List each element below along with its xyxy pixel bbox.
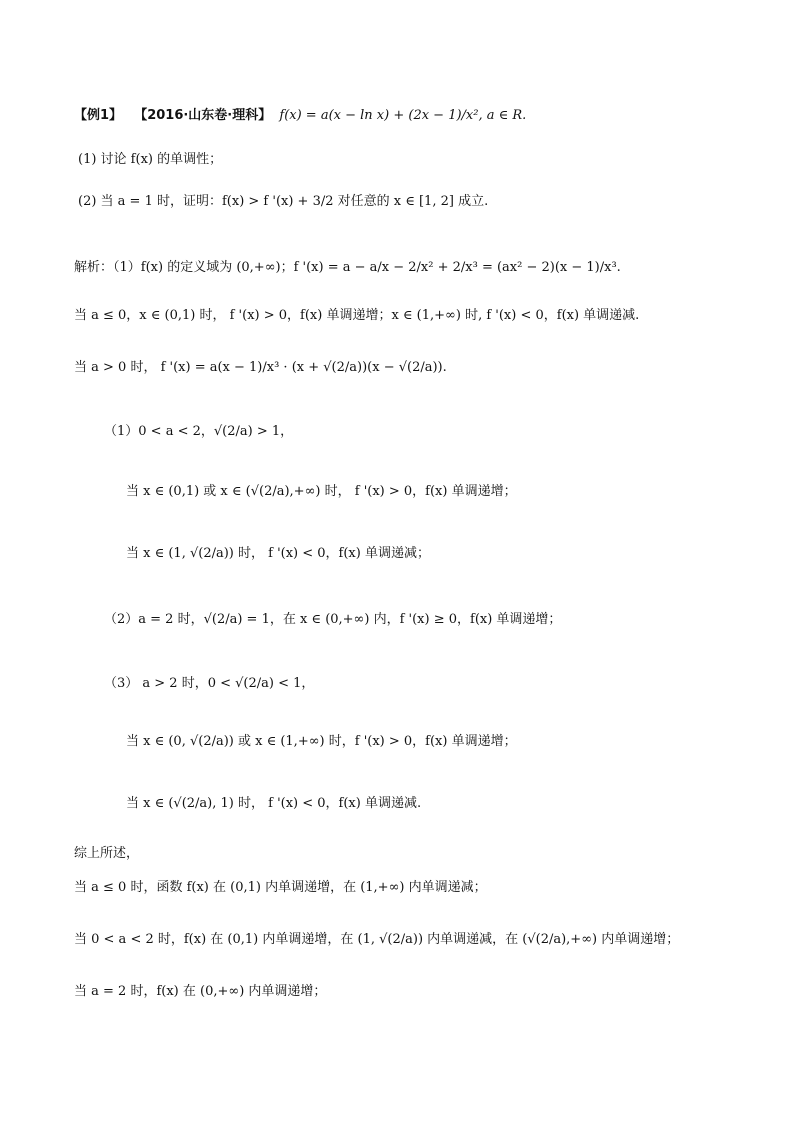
summary-heading: 综上所述， <box>74 846 140 861</box>
case-a-le-0: 当 a ≤ 0，x ∈ (0,1) 时， f '(x) > 0，f(x) 单调递增；x ∈ (1,+∞) 时, f '(x) < 0，f(x) 单调递减. <box>74 308 640 323</box>
summary-line-3: 当 a = 2 时，f(x) 在 (0,+∞) 内单调递增； <box>74 984 327 999</box>
subcase-1-head: （1）0 < a < 2，√(2/a) > 1， <box>104 424 294 439</box>
solution-intro: 解析：（1）f(x) 的定义域为 (0,+∞)；f '(x) = a − a/x − 2/x² + 2/x³ = (ax² − 2)(x − 1)/x³. <box>74 260 621 275</box>
example-header <box>74 106 526 126</box>
question-2: (2) 当 a = 1 时，证明：f(x) > f '(x) + 3/2 对任意的 x ∈ [1, 2] 成立. <box>78 194 489 209</box>
subcase-3-head: （3） a > 2 时，0 < √(2/a) < 1， <box>104 676 315 691</box>
function-definition: f(x) = a(x − ln x) + (2x − 1)/x², a ∈ R. <box>279 108 527 123</box>
example-source: 【2016·山东卷·理科】 <box>134 108 272 123</box>
subcase-2: （2）a = 2 时，√(2/a) = 1，在 x ∈ (0,+∞) 内，f '(x) ≥ 0，f(x) 单调递增； <box>104 612 562 627</box>
subcase-3-increasing: 当 x ∈ (0, √(2/a)) 或 x ∈ (1,+∞) 时，f '(x) > 0，f(x) 单调递增； <box>126 734 517 749</box>
subcase-1-increasing: 当 x ∈ (0,1) 或 x ∈ (√(2/a),+∞) 时， f '(x) > 0，f(x) 单调递增； <box>126 484 517 499</box>
summary-line-1: 当 a ≤ 0 时，函数 f(x) 在 (0,1) 内单调递增，在 (1,+∞) 内单调递减； <box>74 880 487 895</box>
question-1: (1) 讨论 f(x) 的单调性； <box>78 152 223 167</box>
example-label: 【例1】 <box>74 108 123 123</box>
subcase-3-decreasing: 当 x ∈ (√(2/a), 1) 时， f '(x) < 0，f(x) 单调递减. <box>126 796 422 811</box>
subcase-1-decreasing: 当 x ∈ (1, √(2/a)) 时， f '(x) < 0，f(x) 单调递减； <box>126 546 430 561</box>
summary-line-2: 当 0 < a < 2 时，f(x) 在 (0,1) 内单调递增，在 (1, √(2/a)) 内单调递减，在 (√(2/a),+∞) 内单调递增； <box>74 932 680 947</box>
case-a-gt-0: 当 a > 0 时， f '(x) = a(x − 1)/x³ · (x + √(2/a))(x − √(2/a)). <box>74 360 447 375</box>
